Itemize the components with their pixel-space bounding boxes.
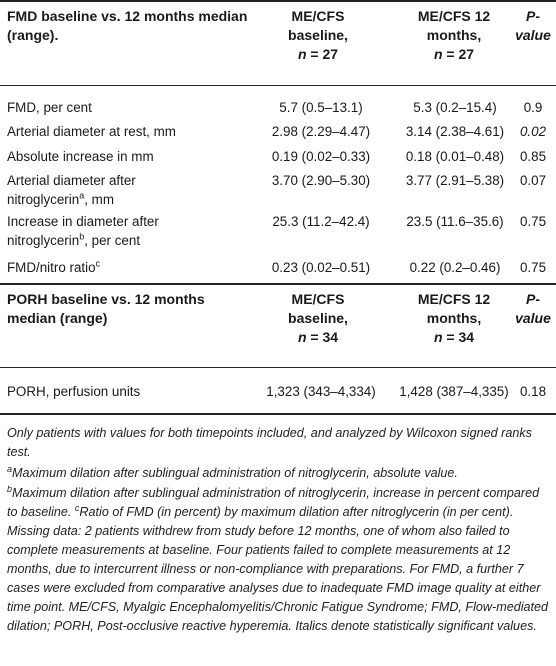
results-table: FMD baseline vs. 12 months median (range). ME/CFS baseline, n = 27 ME/CFS 12 months, n = 27 P-value FMD, per cent 5.7 (0.5–13.1) 5.3 (0.2–15.4) 0.9 Arterial diameter at rest, mm 2.98 (2.29–4.47) 3.14 (2.38–4.61) 0.02 Absolute increase in mm 0.19 (0.02–0.33) 0.18 (0.01–0.48) 0.85 Arterial diameter after nitroglycerin$^a$, mm 3.70 (2.90–5.30) 3.77 (2.91–5.38) 0.07 Increase in diameter after nitroglycerin$^b$, per cent 25.3 (11.2–42.4) 23.5 (11.6–35.6) 0.75 FMD/nitro ratio$^c$ 0.23 (0.02–0.51) 0.22 (0.2–0.46) 0.75 PORH baseline vs. 12 months median (range) ME/CFS baseline, n = 34 ME/CFS 12 months, n = 34 P-value PORH, perfusion units 1,323 (343–4,334) 1,428 (387–4,335) 0.18 Only patients with values for both timepoints included, and analyzed by Wilcoxon signed ranks test. $^a$Maximum dilation after sublingual administration of nitroglycerin, absolute value. $^b$Maximum dilation after sublingual administration of nitroglycerin, increase in percent compared to baseline. $^c$Ratio of FMD (in percent) by maximum dilation after nitroglycerin (in per cent). Missing data: 2 patients withdrew from study before 12 months, one of whom also failed to complete measurements at baseline. Four patients failed to complete measurements at 12 months, due to intercurrent illness or non-compliance with preparations. For FMD, a further 7 cases were excluded from comparative analyses due to inadequate FMD image quality at either time point. ME/CFS, Myalgic Encephalomyelitis/Chronic Fatigue Syndrome; FMD, Flow-mediated dilation; PORH, Post-occlusive reactive hyperemia. Italics denote statistically significant values. bbox=[0, 0, 556, 666]
footnote-b-c: $^b$Maximum dilation after sublingual administration of nitroglycerin, increase in percent compared to baseline. $^c$Ratio of FMD (in percent) by maximum dilation after nitroglycerin (in per cent). Missing data: 2 patients withdrew from study before 12 months, one of whom also failed to complete measurements at baseline. Four patients failed to complete measurements at 12 months, due to intercurrent illness or non-compliance with preparations. For FMD, a further 7 cases were excluded from comparative analyses due to inadequate FMD image quality at either time point. ME/CFS, Myalgic Encephalomyelitis/Chronic Fatigue Syndrome; FMD, Flow-mediated dilation; PORH, Post-occlusive reactive hyperemia. Italics denote statistically significant values. bbox=[7, 483, 549, 633]
section1-header-rule bbox=[0, 85, 556, 86]
section2-col-p: P-value bbox=[515, 291, 551, 326]
section1-header-label: FMD baseline vs. 12 months median (range). bbox=[7, 8, 248, 43]
section1-col-baseline: ME/CFS baseline, n = 27 bbox=[288, 8, 348, 62]
section2-col-months: ME/CFS 12 months, n = 34 bbox=[417, 291, 491, 345]
bottom-rule bbox=[0, 413, 556, 415]
footnote-a: $^a$Maximum dilation after sublingual administration of nitroglycerin, absolute value. bbox=[7, 463, 458, 480]
top-rule bbox=[0, 0, 556, 2]
section-divider bbox=[0, 283, 556, 285]
section1-col-months: ME/CFS 12 months, n = 27 bbox=[417, 8, 491, 62]
section1-col-p: P-value bbox=[515, 8, 551, 43]
footnote-main: Only patients with values for both timepoints included, and analyzed by Wilcoxon signed ranks test. bbox=[7, 426, 532, 459]
significant-p-value: 0.02 bbox=[519, 124, 547, 139]
section2-col-baseline: ME/CFS baseline, n = 34 bbox=[288, 291, 348, 345]
section2-header-label: PORH baseline vs. 12 months median (range) bbox=[7, 291, 205, 326]
section2-header-rule bbox=[0, 367, 556, 368]
